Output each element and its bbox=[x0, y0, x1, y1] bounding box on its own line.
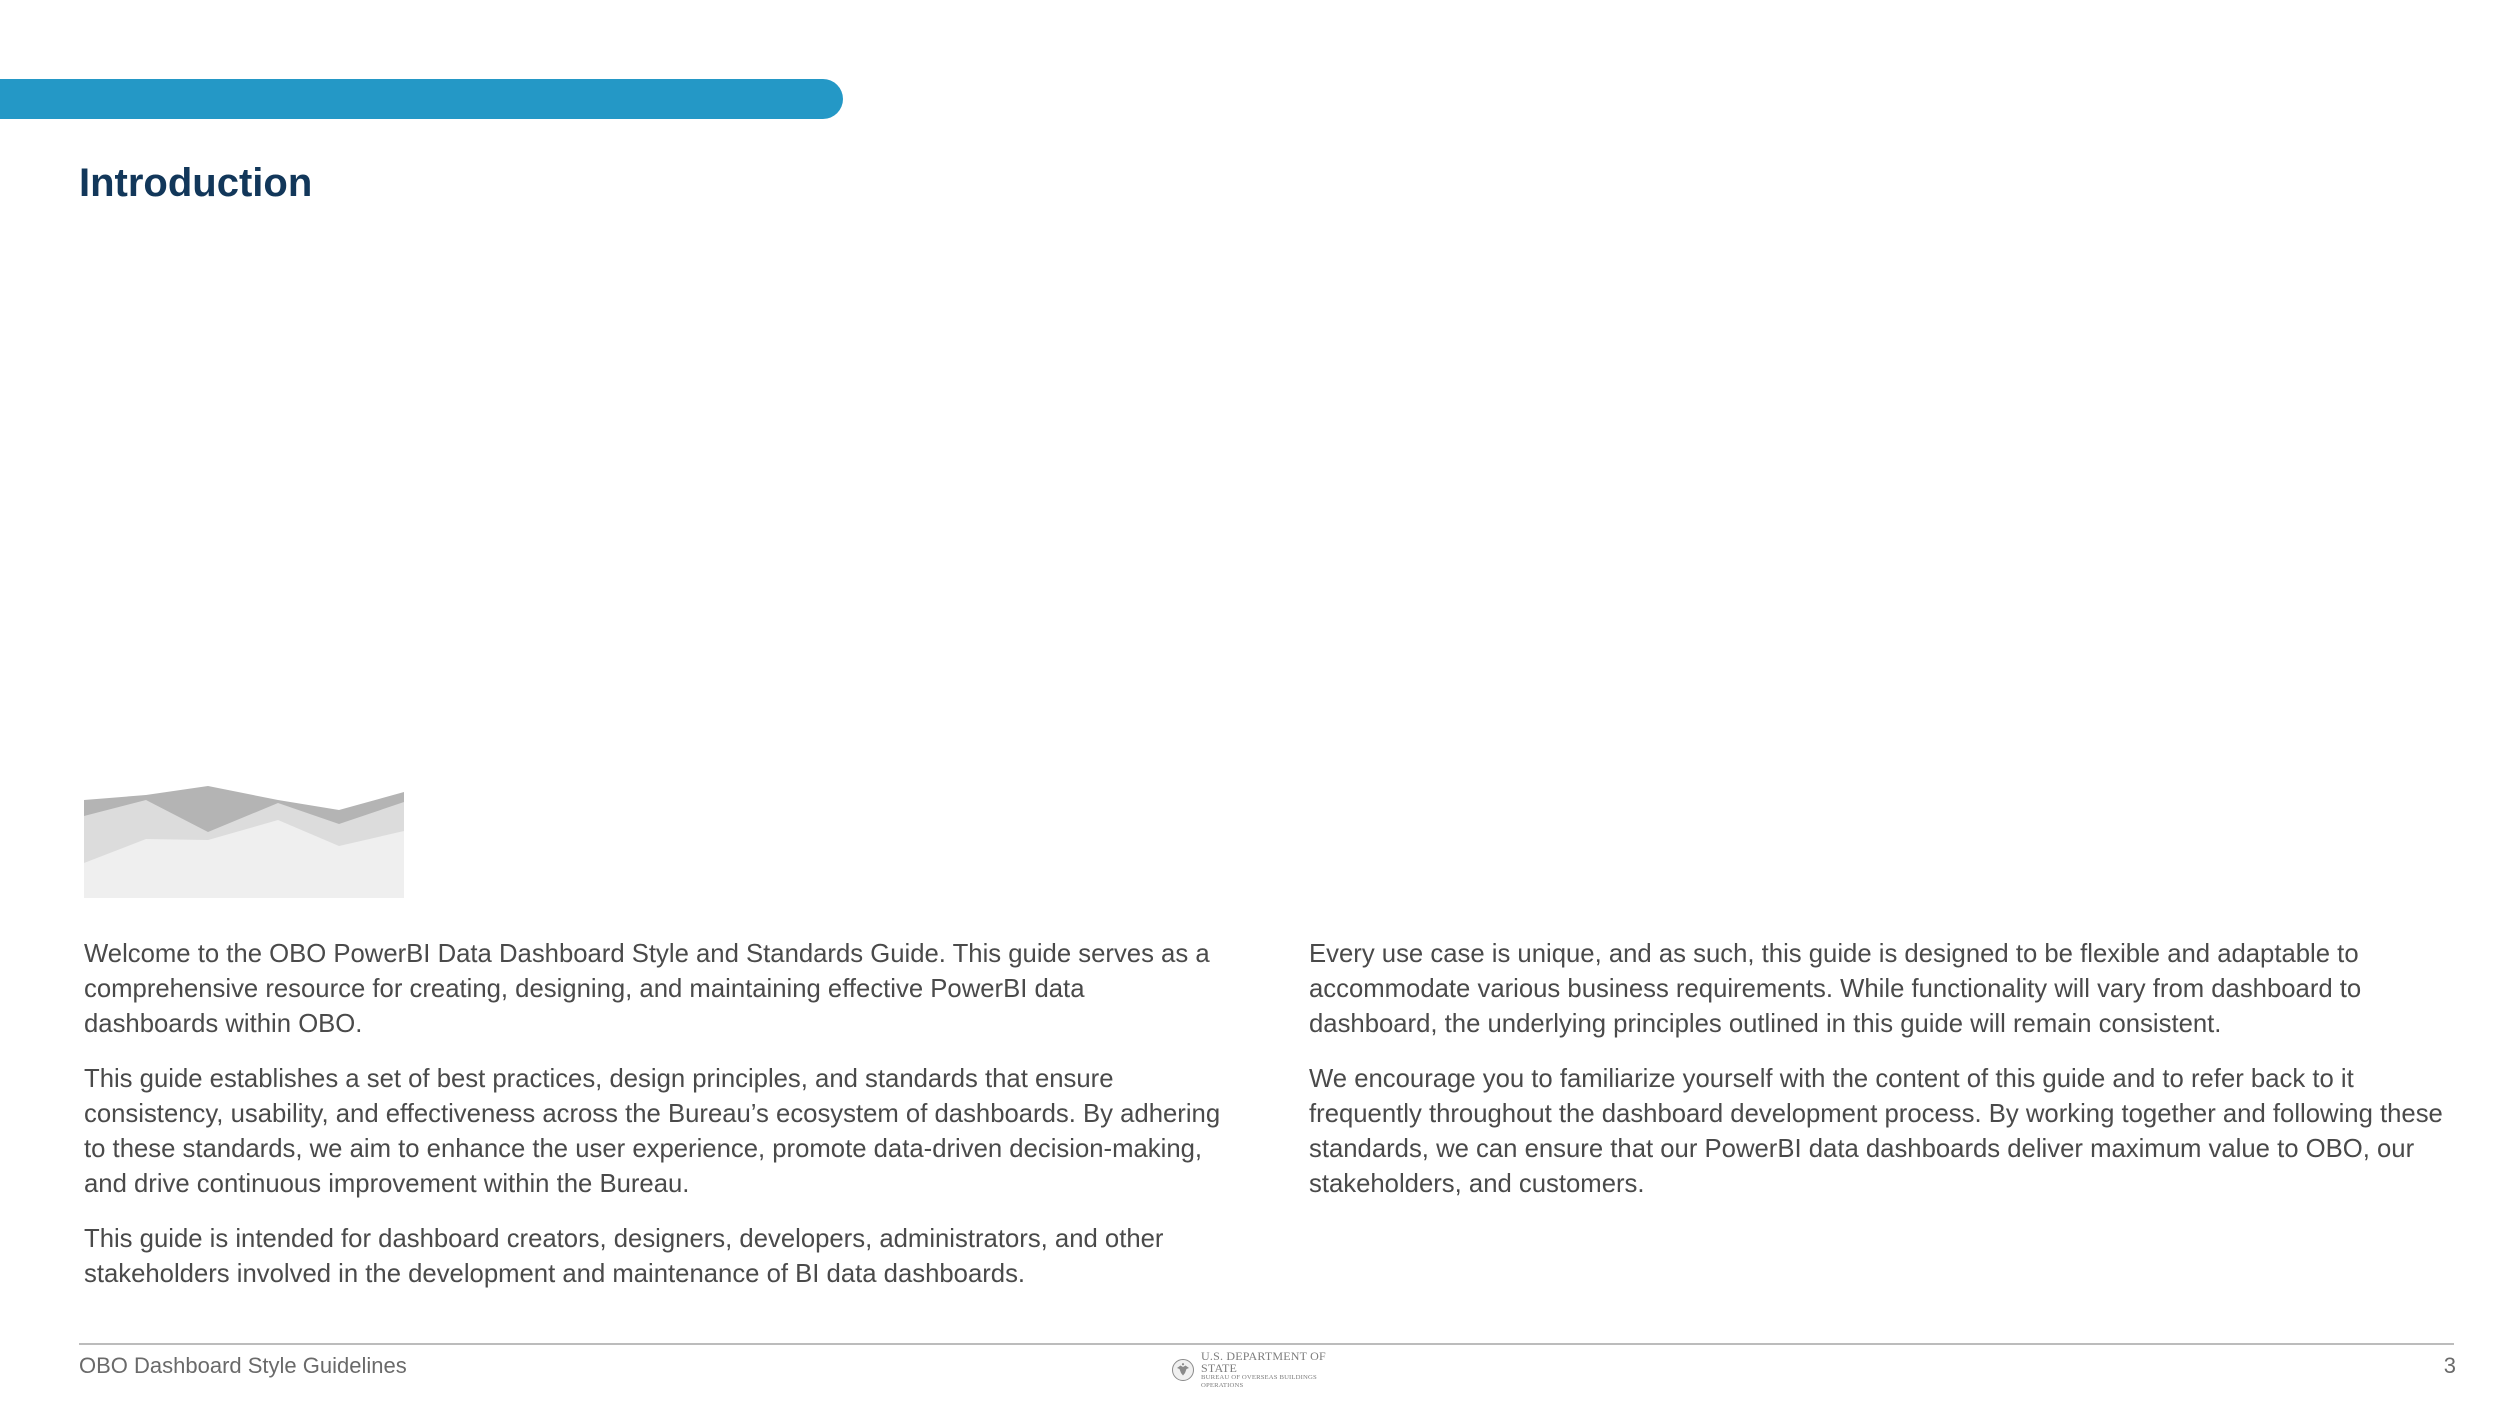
department-seal-icon bbox=[1171, 1358, 1195, 1382]
department-name: U.S. DEPARTMENT OF STATE bbox=[1201, 1349, 1326, 1375]
page-number: 3 bbox=[2443, 1353, 2456, 1378]
page-title: Introduction bbox=[79, 161, 313, 205]
bureau-name: BUREAU OF OVERSEAS BUILDINGS OPERATIONS bbox=[1201, 1374, 1317, 1389]
footer-guide-title: OBO Dashboard Style Guidelines bbox=[79, 1353, 407, 1378]
intro-paragraph: This guide is intended for dashboard creators, designers, developers, administrators, and other stakeholders involved in the development and maintenance of BI data dashboards. bbox=[84, 1225, 1164, 1288]
department-logo-text bbox=[1201, 1350, 1361, 1390]
intro-left-column bbox=[84, 937, 1224, 1312]
area-chart-thumbnail bbox=[84, 786, 404, 898]
intro-paragraph: Welcome to the OBO PowerBI Data Dashboard Style and Standards Guide. This guide serves as a comprehensive resource for creating, designing, and maintaining effective PowerBI data dashboards within OBO. bbox=[84, 940, 1210, 1038]
intro-paragraph: Every use case is unique, and as such, this guide is designed to be flexible and adaptable to accommodate various business requirements. While functionality will vary from dashboard to dashboard, the underlying principles outlined in this guide will remain consistent. bbox=[1309, 940, 2362, 1038]
header-accent-bar bbox=[0, 79, 843, 119]
department-logo bbox=[1171, 1349, 1361, 1389]
intro-right-column bbox=[1309, 937, 2454, 1222]
area-chart-thumbnail-graphic bbox=[84, 786, 404, 898]
intro-paragraph: We encourage you to familiarize yourself with the content of this guide and to refer back to it frequently throughout the dashboard development process. By working together and following these standards, we can ensure that our PowerBI data dashboards deliver maximum value to OBO, our stakeholders, and customers. bbox=[1309, 1065, 2443, 1198]
footer-divider bbox=[79, 1343, 2454, 1345]
intro-paragraph: This guide establishes a set of best practices, design principles, and standards that ensure consistency, usability, and effectiveness across the Bureau’s ecosystem of dashboards. By adhering to these standards, we aim to enhance the user experience, promote data-driven decision-making, and drive continuous improvement within the Bureau. bbox=[84, 1065, 1221, 1198]
